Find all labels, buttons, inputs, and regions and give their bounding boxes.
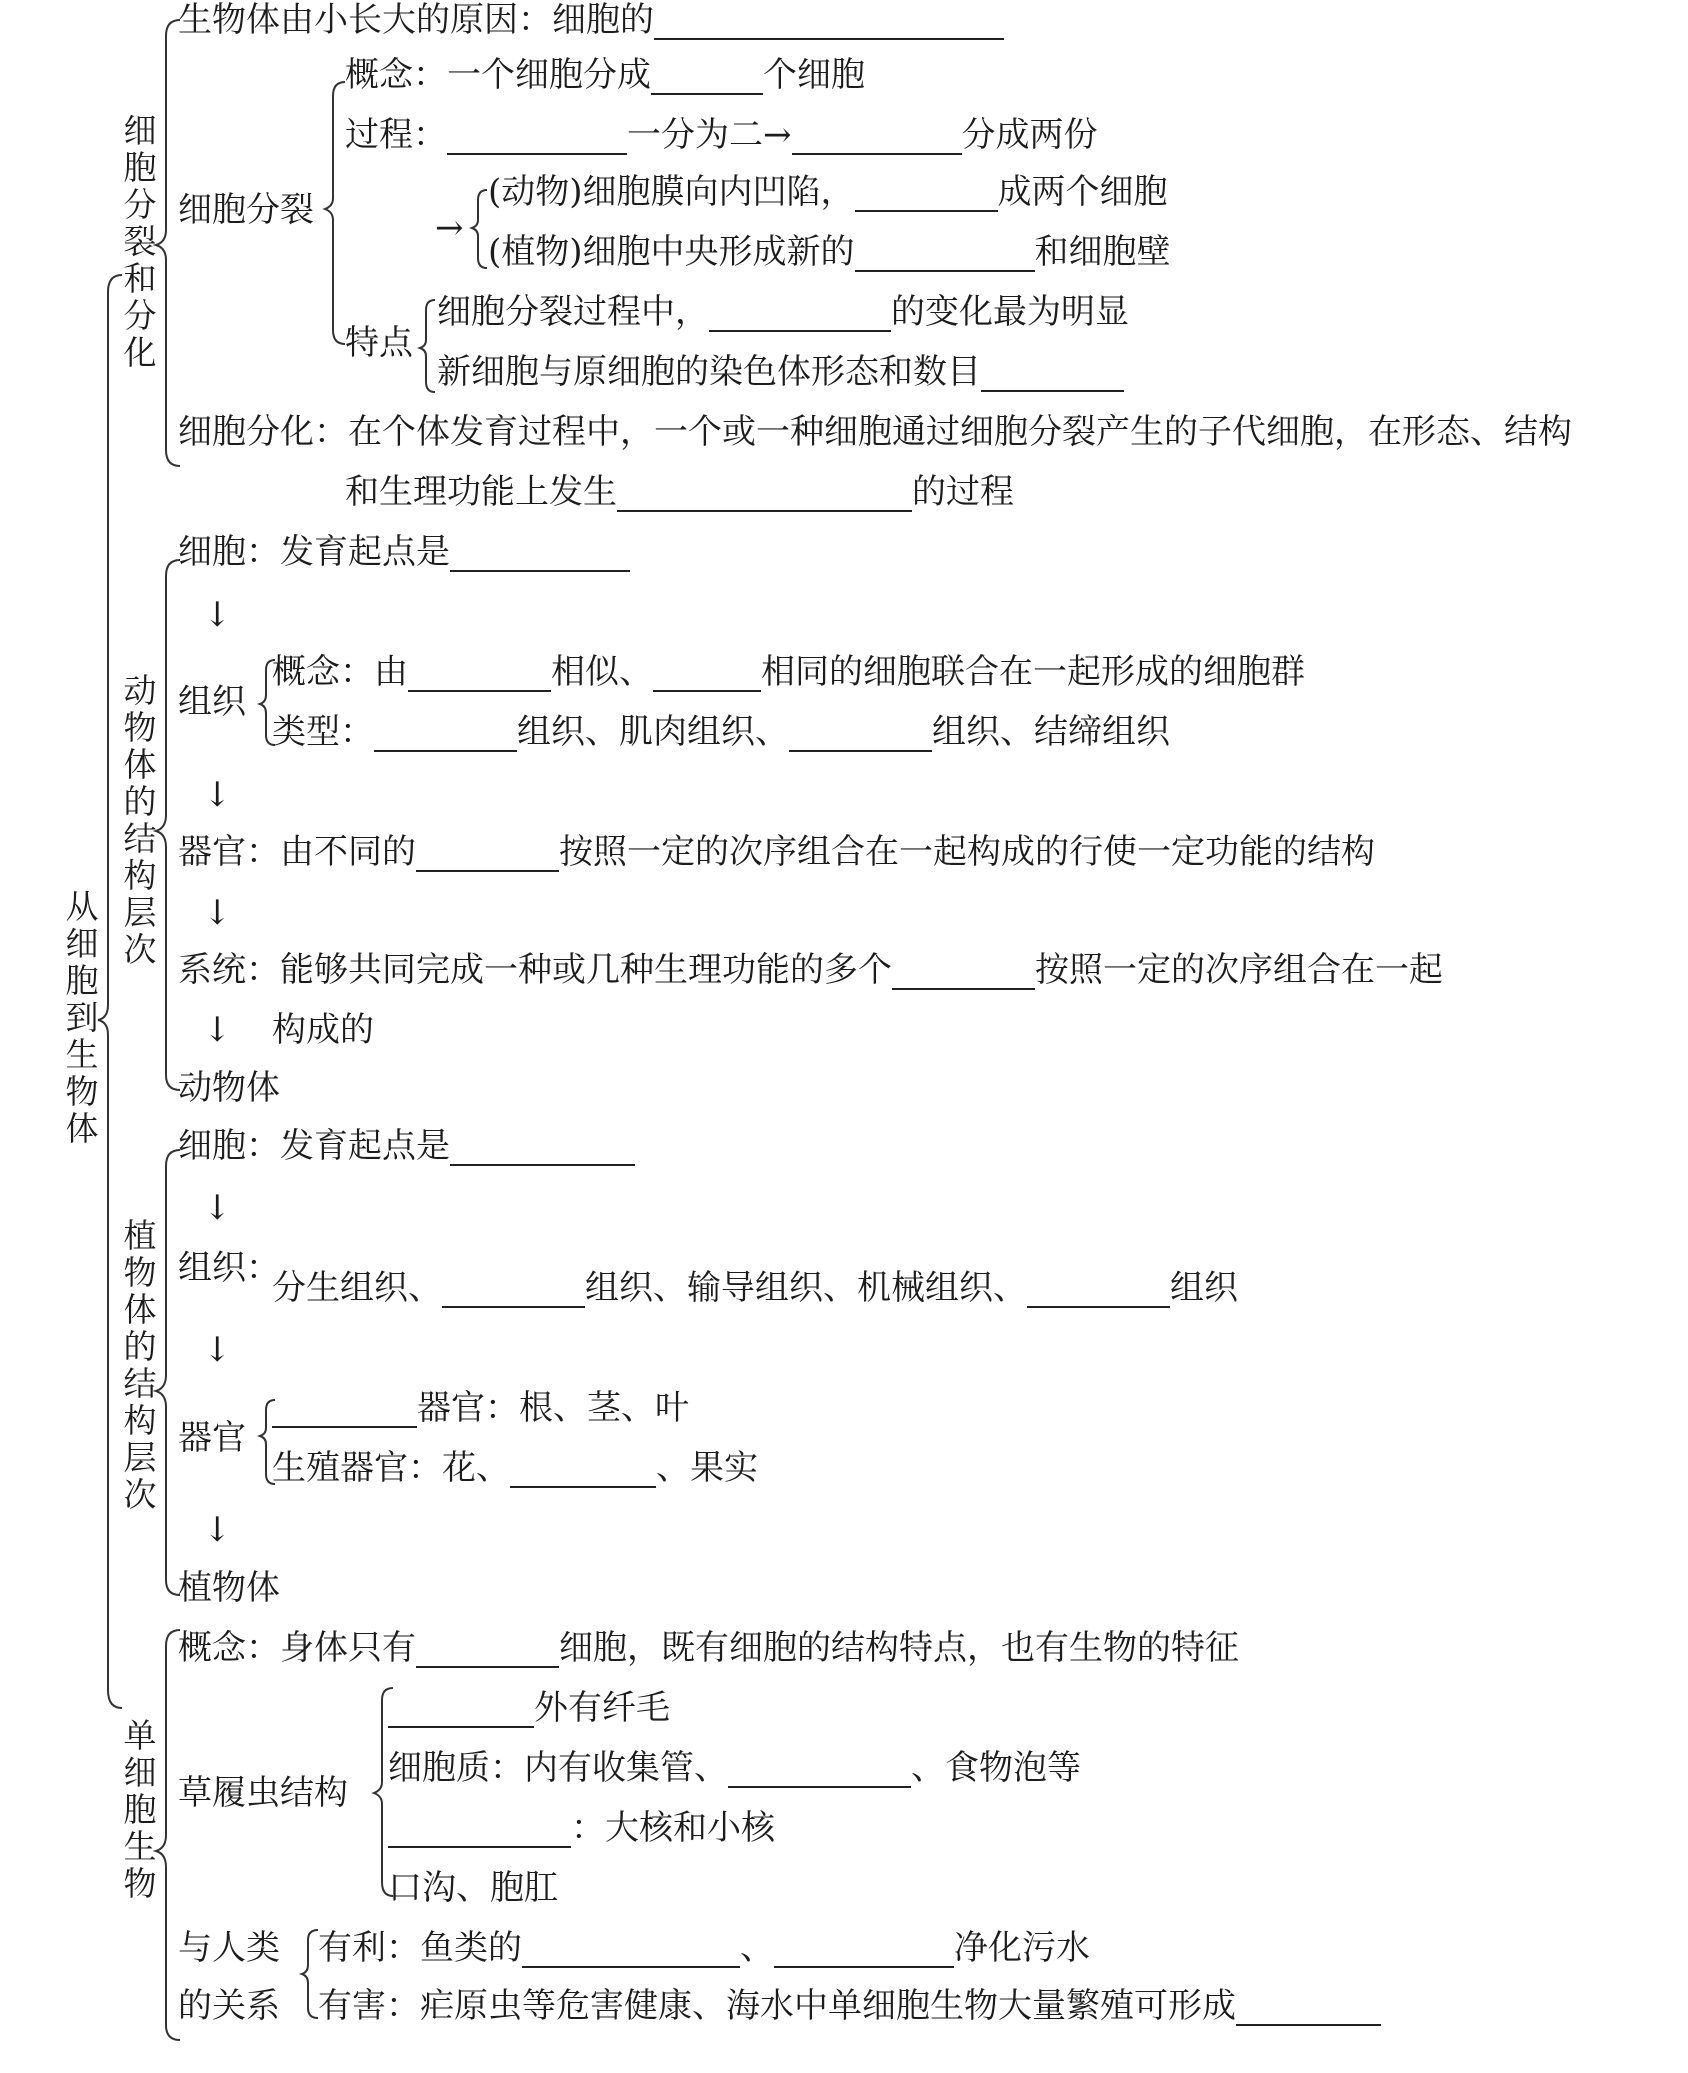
feature2-blank[interactable] [981, 356, 1124, 392]
right-arrow-icon: → [763, 115, 792, 155]
paramecium-blank-3[interactable] [388, 1812, 571, 1848]
division-label: 细胞分裂 [178, 190, 314, 230]
feature1-text-a: 细胞分裂过程中， [437, 292, 709, 332]
paramecium-label: 草履虫结构 [178, 1773, 348, 1813]
feature2-text: 新细胞与原细胞的染色体形态和数目 [437, 352, 981, 392]
system-text-b: 按照一定的次序组合在一起 [1035, 950, 1443, 990]
plant-tissue-b: 组织、输导组织、机械组织、 [585, 1268, 1027, 1308]
animal-text-a: (动物)细胞膜向内凹陷， [488, 172, 855, 212]
plant-blank[interactable] [855, 236, 1035, 272]
plant-tissue-c: 组织 [1170, 1268, 1238, 1308]
down-arrow-icon: ↓ [203, 595, 232, 635]
process-bracket [472, 190, 487, 268]
tissue-concept-b: 相似、 [551, 652, 653, 692]
good-blank-1[interactable] [522, 1932, 740, 1968]
diff-blank[interactable] [617, 476, 912, 512]
down-arrow-icon: ↓ [203, 775, 232, 815]
plant-organ-blank-2[interactable] [510, 1452, 656, 1488]
organ-text-b: 按照一定的次序组合在一起构成的行使一定功能的结构 [559, 832, 1375, 872]
paramecium-line-2 [388, 1748, 1081, 1788]
relation-label-2: 的关系 [178, 1986, 280, 2026]
bad-text: 有害：疟原虫等危害健康、海水中单细胞生物大量繁殖可形成 [318, 1986, 1236, 2026]
paramecium-s3: ：大核和小核 [571, 1808, 775, 1848]
process-blank-2[interactable] [792, 119, 962, 155]
plant-tissue-a: 分生组织、 [272, 1268, 442, 1308]
concept-blank[interactable] [651, 59, 763, 95]
organ-text-a: 器官：由不同的 [178, 832, 416, 872]
plant-tissue-line [272, 1268, 1238, 1308]
tissue-type-a: 类型： [272, 712, 374, 752]
down-arrow-icon: ↓ [203, 1188, 232, 1228]
plant-cell-text: 细胞：发育起点是 [178, 1126, 450, 1166]
animal-cell-line [178, 532, 630, 572]
differentiation-line-1: 细胞分化：在个体发育过程中，一个或一种细胞通过细胞分裂产生的子代细胞，在形态、结构 [178, 412, 1572, 452]
plant-body: 植物体 [178, 1568, 280, 1608]
paramecium-s2a: 细胞质：内有收集管、 [388, 1748, 728, 1788]
animal-cell-text: 细胞：发育起点是 [178, 532, 450, 572]
paramecium-line-4: 口沟、胞肛 [388, 1868, 558, 1908]
good-text-a: 有利：鱼类的 [318, 1928, 522, 1968]
paramecium-line-1 [388, 1688, 670, 1728]
paramecium-blank-1[interactable] [388, 1692, 534, 1728]
animal-cell-blank[interactable] [450, 536, 630, 572]
tissue-concept-blank-1[interactable] [408, 656, 551, 692]
paramecium-s2b: 、食物泡等 [911, 1748, 1081, 1788]
plant-cell-blank[interactable] [450, 1130, 635, 1166]
animal-tissue-type [272, 712, 1170, 752]
system-text-a: 系统：能够共同完成一种或几种生理功能的多个 [178, 950, 892, 990]
process-text-a: 过程： [345, 115, 447, 155]
sc-concept-blank[interactable] [416, 1632, 559, 1668]
process-blank-1[interactable] [447, 119, 627, 155]
good-text-b: 、 [740, 1928, 774, 1968]
plant-organ-line-1 [272, 1388, 689, 1428]
relation-bad [318, 1986, 1381, 2026]
sec4-title: 单细胞生物 [123, 1716, 157, 1903]
tissue-concept-blank-2[interactable] [653, 656, 761, 692]
tissue-type-c: 组织、结缔组织 [932, 712, 1170, 752]
division-bracket [325, 82, 345, 344]
plant-organ2-a: 生殖器官：花、 [272, 1448, 510, 1488]
animal-system-line [178, 950, 1443, 990]
relation-good [318, 1928, 1090, 1968]
system-text-c: 构成的 [272, 1010, 374, 1050]
sec2-title: 动物体的结构层次 [123, 671, 157, 969]
down-arrow-icon: ↓ [203, 1510, 232, 1550]
sc-concept-a: 概念：身体只有 [178, 1628, 416, 1668]
organ-blank[interactable] [416, 836, 559, 872]
down-arrow-icon: ↓ [203, 1010, 232, 1050]
growth-line [178, 0, 1004, 40]
differentiation-line-2 [345, 472, 1014, 512]
sc-concept-b: 细胞，既有细胞的结构特点，也有生物的特征 [559, 1628, 1239, 1668]
plant-line [488, 232, 1171, 272]
plant-tissue-label: 组织： [178, 1248, 280, 1288]
good-blank-2[interactable] [774, 1932, 954, 1968]
process-line [345, 115, 1098, 155]
animal-text-b: 成两个细胞 [997, 172, 1168, 212]
tissue-type-blank-1[interactable] [374, 716, 517, 752]
bad-blank[interactable] [1236, 1990, 1381, 2026]
concept-line [345, 55, 865, 95]
growth-blank[interactable] [654, 4, 1004, 40]
feature1-blank[interactable] [709, 296, 891, 332]
tissue-concept-a: 概念：由 [272, 652, 408, 692]
plant-tissue-blank-1[interactable] [442, 1272, 585, 1308]
animal-organ-line [178, 832, 1375, 872]
animal-tissue-concept [272, 652, 1305, 692]
growth-text: 生物体由小长大的原因：细胞的 [178, 0, 654, 40]
process-text-c: 分成两份 [961, 115, 1098, 155]
system-blank[interactable] [892, 954, 1035, 990]
sec3-title: 植物体的结构层次 [123, 1216, 157, 1514]
paramecium-line-3 [388, 1808, 775, 1848]
animal-body: 动物体 [178, 1068, 280, 1108]
animal-tissue-label: 组织 [178, 682, 246, 722]
diff-text-c: 的过程 [912, 472, 1014, 512]
paramecium-s1: 外有纤毛 [534, 1688, 670, 1728]
plant-organ2-b: 、果实 [656, 1448, 758, 1488]
down-arrow-icon: ↓ [203, 1330, 232, 1370]
tissue-type-b: 组织、肌肉组织、 [517, 712, 789, 752]
plant-text-b: 和细胞壁 [1034, 232, 1171, 272]
tissue-type-blank-2[interactable] [789, 716, 932, 752]
feature-bracket [420, 300, 435, 392]
single-cell-concept [178, 1628, 1239, 1668]
plant-organ-blank-1[interactable] [272, 1392, 417, 1428]
tissue-concept-c: 相同的细胞联合在一起形成的细胞群 [761, 652, 1305, 692]
relation-bracket [302, 1930, 318, 2018]
process-arrow-icon: → [435, 208, 464, 248]
plant-organ-line-2 [272, 1448, 758, 1488]
concept-text-a: 概念：一个细胞分成 [345, 55, 651, 95]
main-title: 从细胞到生物体 [65, 887, 99, 1148]
feature-label: 特点 [345, 323, 413, 363]
process-text-b: 一分为二 [627, 115, 763, 155]
plant-cell-line [178, 1126, 635, 1166]
paramecium-blank-2[interactable] [728, 1752, 911, 1788]
feature-line-1 [437, 292, 1129, 332]
sec1-title: 细胞分裂和分化 [123, 111, 157, 372]
plant-organ1-text: 器官：根、茎、叶 [417, 1388, 689, 1428]
plant-organ-label: 器官 [178, 1418, 246, 1458]
animal-blank[interactable] [855, 176, 998, 212]
plant-text-a: (植物)细胞中央形成新的 [488, 232, 855, 272]
diff-text-b: 和生理功能上发生 [345, 472, 617, 512]
relation-label-1: 与人类 [178, 1928, 280, 1968]
animal-line [488, 172, 1168, 212]
good-text-c: 净化污水 [954, 1928, 1090, 1968]
plant-tissue-blank-2[interactable] [1027, 1272, 1170, 1308]
feature1-text-b: 的变化最为明显 [891, 292, 1129, 332]
feature-line-2 [437, 352, 1124, 392]
concept-text-b: 个细胞 [763, 55, 865, 95]
down-arrow-icon: ↓ [203, 893, 232, 933]
